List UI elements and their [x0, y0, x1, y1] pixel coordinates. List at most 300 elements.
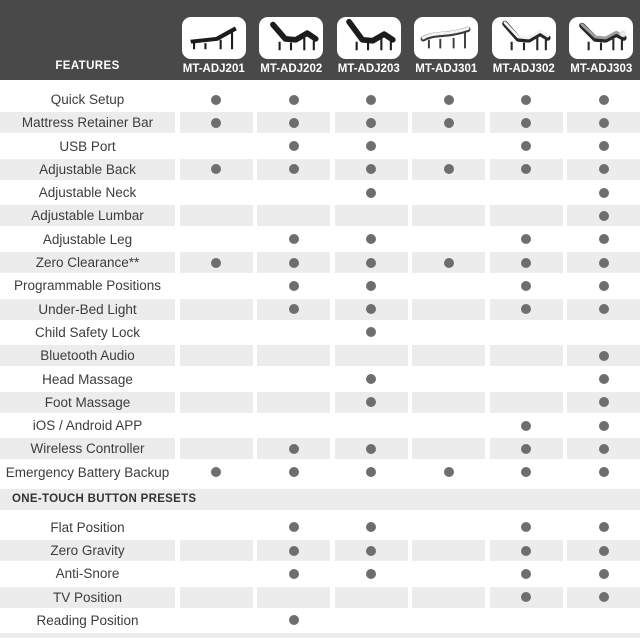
feature-label: Child Safety Lock — [34, 324, 141, 340]
feature-cell — [567, 322, 640, 343]
feature-row — [0, 517, 640, 538]
included-dot — [599, 118, 609, 128]
feature-name-cell — [0, 182, 175, 203]
feature-cell — [335, 322, 408, 343]
feature-cell — [180, 205, 253, 226]
model-column — [253, 0, 331, 80]
included-dot — [289, 467, 299, 477]
section-header — [0, 489, 640, 510]
feature-cell — [257, 563, 330, 584]
included-dot — [599, 546, 609, 556]
feature-name-cell — [0, 229, 175, 250]
feature-cell — [257, 462, 330, 483]
model-name: MT-ADJ201 — [182, 63, 245, 75]
features-column-header — [0, 0, 175, 80]
model-name: MT-ADJ203 — [337, 63, 400, 75]
feature-cell — [567, 229, 640, 250]
table-body — [0, 89, 640, 631]
feature-cell — [412, 345, 485, 366]
feature-cell — [567, 136, 640, 157]
bed-flat-light-icon — [417, 17, 475, 60]
feature-label: Zero Clearance** — [35, 255, 140, 271]
feature-cell — [257, 392, 330, 413]
feature-row — [0, 182, 640, 203]
feature-label: Adjustable Neck — [38, 185, 137, 201]
feature-cell — [335, 587, 408, 608]
included-dot — [521, 118, 531, 128]
included-dot — [599, 592, 609, 602]
included-dot — [599, 569, 609, 579]
included-dot — [366, 444, 376, 454]
feature-cell — [257, 229, 330, 250]
included-dot — [599, 281, 609, 291]
feature-cell — [567, 112, 640, 133]
feature-cell — [412, 182, 485, 203]
feature-cell — [335, 112, 408, 133]
included-dot — [444, 95, 454, 105]
feature-cell — [257, 517, 330, 538]
feature-cell — [180, 345, 253, 366]
feature-cell — [335, 299, 408, 320]
model-columns — [175, 0, 640, 80]
feature-cell — [180, 392, 253, 413]
feature-cell — [490, 392, 563, 413]
feature-cell — [180, 517, 253, 538]
feature-label: TV Position — [52, 589, 123, 605]
feature-cell — [257, 540, 330, 561]
feature-cell — [412, 275, 485, 296]
feature-label: Programmable Positions — [13, 278, 162, 294]
feature-cell — [257, 369, 330, 390]
feature-label: Mattress Retainer Bar — [21, 115, 154, 131]
feature-cell — [335, 89, 408, 110]
included-dot — [599, 141, 609, 151]
feature-row — [0, 299, 640, 320]
feature-name-cell — [0, 159, 175, 180]
feature-cell — [490, 415, 563, 436]
feature-name-cell — [0, 438, 175, 459]
feature-row — [0, 252, 640, 273]
feature-cell — [412, 563, 485, 584]
feature-cell — [567, 438, 640, 459]
bed-adjustable-steep-dark-icon — [340, 17, 398, 60]
feature-cell — [257, 112, 330, 133]
feature-row — [0, 159, 640, 180]
feature-cell — [567, 205, 640, 226]
feature-cell — [412, 392, 485, 413]
feature-cell — [412, 415, 485, 436]
feature-cell — [180, 159, 253, 180]
feature-row — [0, 415, 640, 436]
feature-cell — [335, 610, 408, 631]
included-dot — [521, 95, 531, 105]
feature-cell — [412, 438, 485, 459]
feature-cell — [567, 415, 640, 436]
feature-cell — [490, 89, 563, 110]
feature-cell — [412, 462, 485, 483]
feature-cell — [335, 252, 408, 273]
included-dot — [521, 421, 531, 431]
feature-cell — [257, 322, 330, 343]
feature-cell — [490, 517, 563, 538]
feature-row — [0, 136, 640, 157]
feature-name-cell — [0, 517, 175, 538]
model-column — [563, 0, 640, 80]
feature-name-cell — [0, 392, 175, 413]
included-dot — [289, 615, 299, 625]
model-name: MT-ADJ301 — [415, 63, 478, 75]
feature-label: Adjustable Leg — [42, 231, 133, 247]
feature-cell — [412, 322, 485, 343]
included-dot — [366, 281, 376, 291]
feature-row — [0, 563, 640, 584]
included-dot — [521, 304, 531, 314]
feature-cell — [490, 182, 563, 203]
included-dot — [599, 467, 609, 477]
feature-cell — [567, 517, 640, 538]
feature-cell — [490, 299, 563, 320]
feature-cell — [412, 252, 485, 273]
included-dot — [599, 444, 609, 454]
included-dot — [599, 397, 609, 407]
feature-cell — [412, 610, 485, 631]
included-dot — [289, 234, 299, 244]
bed-thumbnail-card — [337, 17, 401, 59]
bed-adjustable-light-icon — [495, 17, 553, 60]
feature-cell — [180, 438, 253, 459]
feature-cell — [335, 369, 408, 390]
bed-thumbnail-card — [182, 17, 246, 59]
feature-name-cell — [0, 299, 175, 320]
feature-cell — [490, 587, 563, 608]
included-dot — [366, 374, 376, 384]
feature-row — [0, 587, 640, 608]
feature-cell — [335, 205, 408, 226]
included-dot — [521, 522, 531, 532]
feature-name-cell — [0, 112, 175, 133]
included-dot — [521, 569, 531, 579]
model-name: MT-ADJ303 — [570, 63, 633, 75]
feature-cell — [257, 89, 330, 110]
feature-row — [0, 205, 640, 226]
included-dot — [366, 467, 376, 477]
feature-cell — [490, 112, 563, 133]
included-dot — [289, 141, 299, 151]
feature-cell — [412, 159, 485, 180]
feature-cell — [335, 462, 408, 483]
included-dot — [366, 569, 376, 579]
feature-cell — [412, 587, 485, 608]
feature-label: Bluetooth Audio — [40, 348, 135, 364]
feature-row — [0, 392, 640, 413]
feature-cell — [180, 322, 253, 343]
feature-cell — [490, 369, 563, 390]
included-dot — [366, 234, 376, 244]
feature-cell — [257, 205, 330, 226]
included-dot — [289, 522, 299, 532]
bottom-row-strip — [0, 633, 640, 638]
features-label: FEATURES — [55, 60, 120, 72]
feature-cell — [180, 136, 253, 157]
included-dot — [366, 188, 376, 198]
feature-cell — [490, 275, 563, 296]
feature-cell — [180, 89, 253, 110]
feature-row — [0, 540, 640, 561]
feature-cell — [567, 89, 640, 110]
feature-cell — [335, 136, 408, 157]
feature-cell — [335, 563, 408, 584]
feature-name-cell — [0, 89, 175, 110]
feature-cell — [180, 415, 253, 436]
feature-cell — [412, 299, 485, 320]
included-dot — [366, 258, 376, 268]
feature-label: Zero Gravity — [50, 543, 125, 559]
feature-cell — [490, 438, 563, 459]
feature-cell — [335, 540, 408, 561]
feature-cell — [257, 252, 330, 273]
included-dot — [521, 467, 531, 477]
feature-row — [0, 229, 640, 250]
section-header-label: ONE-TOUCH BUTTON PRESETS — [12, 493, 197, 506]
feature-cell — [490, 252, 563, 273]
bed-adjustable-dark-icon — [262, 17, 320, 60]
feature-name-cell — [0, 462, 175, 483]
feature-name-cell — [0, 205, 175, 226]
feature-cell — [412, 89, 485, 110]
included-dot — [599, 258, 609, 268]
included-dot — [366, 397, 376, 407]
feature-cell — [567, 299, 640, 320]
feature-cell — [490, 540, 563, 561]
feature-cell — [567, 540, 640, 561]
included-dot — [366, 327, 376, 337]
feature-label: Adjustable Lumbar — [31, 208, 144, 224]
feature-label: Emergency Battery Backup — [5, 464, 170, 480]
included-dot — [444, 164, 454, 174]
feature-cell — [335, 415, 408, 436]
feature-name-cell — [0, 415, 175, 436]
feature-cell — [490, 322, 563, 343]
included-dot — [521, 164, 531, 174]
included-dot — [599, 234, 609, 244]
table-header — [0, 0, 640, 80]
feature-cell — [567, 563, 640, 584]
feature-cell — [490, 205, 563, 226]
feature-cell — [257, 345, 330, 366]
included-dot — [599, 211, 609, 221]
feature-cell — [567, 275, 640, 296]
feature-cell — [257, 159, 330, 180]
feature-label: iOS / Android APP — [32, 418, 143, 434]
feature-cell — [257, 415, 330, 436]
included-dot — [599, 351, 609, 361]
feature-cell — [180, 182, 253, 203]
included-dot — [289, 304, 299, 314]
feature-label: Flat Position — [50, 519, 125, 535]
feature-label: USB Port — [59, 138, 116, 154]
feature-cell — [180, 369, 253, 390]
included-dot — [211, 467, 221, 477]
included-dot — [211, 164, 221, 174]
included-dot — [521, 234, 531, 244]
feature-cell — [490, 159, 563, 180]
feature-cell — [257, 136, 330, 157]
included-dot — [444, 118, 454, 128]
feature-cell — [257, 587, 330, 608]
feature-label: Anti-Snore — [55, 566, 120, 582]
included-dot — [366, 164, 376, 174]
included-dot — [599, 188, 609, 198]
included-dot — [366, 95, 376, 105]
feature-label: Quick Setup — [50, 92, 125, 107]
included-dot — [289, 118, 299, 128]
feature-cell — [180, 563, 253, 584]
feature-label: Adjustable Back — [39, 161, 136, 177]
feature-cell — [412, 229, 485, 250]
feature-label: Head Massage — [42, 371, 133, 387]
model-column — [485, 0, 563, 80]
bed-adjustable-gray-icon — [572, 17, 630, 60]
feature-label: Reading Position — [36, 612, 139, 628]
feature-label: Under-Bed Light — [38, 301, 137, 317]
feature-cell — [335, 438, 408, 459]
feature-cell — [490, 345, 563, 366]
included-dot — [599, 421, 609, 431]
feature-cell — [412, 517, 485, 538]
feature-name-cell — [0, 275, 175, 296]
feature-cell — [567, 252, 640, 273]
feature-name-cell — [0, 587, 175, 608]
feature-cell — [567, 345, 640, 366]
included-dot — [289, 546, 299, 556]
model-column — [175, 0, 253, 80]
feature-cell — [567, 369, 640, 390]
feature-name-cell — [0, 369, 175, 390]
included-dot — [521, 258, 531, 268]
feature-cell — [257, 610, 330, 631]
feature-row — [0, 322, 640, 343]
included-dot — [599, 374, 609, 384]
feature-row — [0, 610, 640, 631]
included-dot — [289, 281, 299, 291]
feature-cell — [257, 182, 330, 203]
feature-cell — [567, 610, 640, 631]
bed-thumbnail-card — [492, 17, 556, 59]
feature-cell — [180, 252, 253, 273]
feature-cell — [412, 112, 485, 133]
included-dot — [599, 164, 609, 174]
included-dot — [444, 258, 454, 268]
feature-cell — [412, 205, 485, 226]
feature-label: Wireless Controller — [30, 441, 145, 457]
included-dot — [599, 304, 609, 314]
model-column — [408, 0, 486, 80]
included-dot — [599, 522, 609, 532]
included-dot — [521, 592, 531, 602]
feature-cell — [490, 462, 563, 483]
feature-cell — [180, 275, 253, 296]
feature-cell — [180, 299, 253, 320]
feature-cell — [490, 229, 563, 250]
included-dot — [521, 546, 531, 556]
feature-cell — [567, 182, 640, 203]
feature-cell — [180, 229, 253, 250]
feature-row — [0, 438, 640, 459]
feature-cell — [490, 610, 563, 631]
feature-cell — [180, 587, 253, 608]
bed-thumbnail-card — [414, 17, 478, 59]
feature-name-cell — [0, 540, 175, 561]
included-dot — [521, 281, 531, 291]
included-dot — [366, 118, 376, 128]
feature-cell — [567, 392, 640, 413]
feature-cell — [490, 563, 563, 584]
included-dot — [599, 95, 609, 105]
feature-cell — [567, 159, 640, 180]
feature-row — [0, 112, 640, 133]
feature-cell — [567, 462, 640, 483]
included-dot — [211, 95, 221, 105]
feature-cell — [335, 182, 408, 203]
feature-row — [0, 275, 640, 296]
feature-name-cell — [0, 252, 175, 273]
model-name: MT-ADJ202 — [260, 63, 323, 75]
feature-name-cell — [0, 322, 175, 343]
included-dot — [521, 141, 531, 151]
model-column — [330, 0, 408, 80]
feature-cell — [412, 369, 485, 390]
bed-thumbnail-card — [259, 17, 323, 59]
feature-row — [0, 345, 640, 366]
feature-cell — [335, 159, 408, 180]
feature-cell — [412, 136, 485, 157]
included-dot — [366, 546, 376, 556]
feature-name-cell — [0, 345, 175, 366]
feature-row — [0, 462, 640, 483]
feature-cell — [335, 517, 408, 538]
feature-cell — [257, 299, 330, 320]
feature-cell — [257, 438, 330, 459]
included-dot — [444, 467, 454, 477]
feature-cell — [567, 587, 640, 608]
feature-cell — [335, 229, 408, 250]
included-dot — [366, 304, 376, 314]
feature-cell — [412, 540, 485, 561]
model-name: MT-ADJ302 — [492, 63, 555, 75]
bed-thumbnail-card — [569, 17, 633, 59]
feature-cell — [335, 392, 408, 413]
feature-cell — [180, 462, 253, 483]
included-dot — [211, 118, 221, 128]
feature-name-cell — [0, 610, 175, 631]
feature-row — [0, 369, 640, 390]
included-dot — [366, 522, 376, 532]
included-dot — [289, 95, 299, 105]
included-dot — [289, 569, 299, 579]
included-dot — [289, 164, 299, 174]
feature-name-cell — [0, 136, 175, 157]
included-dot — [211, 258, 221, 268]
bed-flat-dark-icon — [185, 17, 243, 60]
feature-row — [0, 89, 640, 110]
feature-cell — [180, 540, 253, 561]
included-dot — [366, 141, 376, 151]
feature-cell — [490, 136, 563, 157]
included-dot — [289, 258, 299, 268]
feature-cell — [180, 610, 253, 631]
feature-label: Foot Massage — [44, 394, 131, 410]
included-dot — [289, 444, 299, 454]
